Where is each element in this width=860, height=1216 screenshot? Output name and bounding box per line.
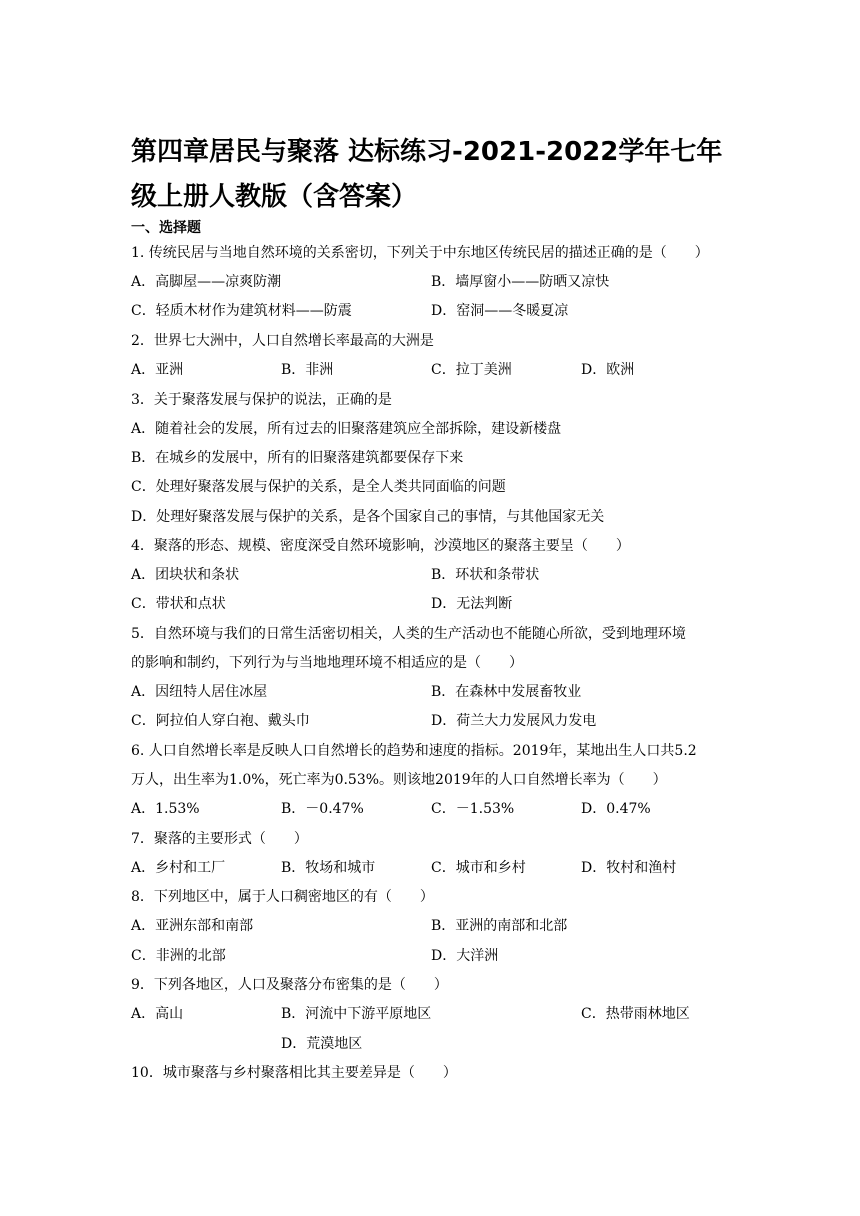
question-2-options	[131, 357, 741, 383]
option-b[interactable]: B．墙厚窗小——防晒又凉快	[431, 274, 610, 290]
question-8-options-row-1	[131, 913, 741, 939]
option-b[interactable]: B．非洲	[281, 362, 334, 378]
question-9-options-row-2	[131, 1031, 741, 1057]
option-a[interactable]: A．1.53%	[131, 801, 200, 817]
question-6-stem-line-2: 万人，出生率为1.0%，死亡率为0.53%。则该地2019年的人口自然增长率为（ ）	[131, 772, 667, 788]
option-d[interactable]: D．窑洞——冬暖夏凉	[431, 303, 569, 319]
option-d[interactable]: D．荷兰大力发展风力发电	[431, 713, 597, 729]
question-6-stem-line-1: 6. 人口自然增长率是反映人口自然增长的趋势和速度的指标。2019年，某地出生人口共5.2	[131, 743, 697, 759]
option-c[interactable]: C．城市和乡村	[431, 860, 526, 876]
option-d[interactable]: D．无法判断	[431, 596, 513, 612]
question-9-options-row-1	[131, 1001, 741, 1027]
document-title: 第四章居民与聚落 达标练习-2021-2022学年七年级上册人教版（含答案）	[131, 137, 723, 212]
option-d[interactable]: D．牧村和渔村	[581, 860, 677, 876]
question-4-options-row-1	[131, 562, 741, 588]
question-1-options-row-2	[131, 298, 741, 324]
option-c[interactable]: C．处理好聚落发展与保护的关系，是全人类共同面临的问题	[131, 479, 506, 495]
option-b[interactable]: B．河流中下游平原地区	[281, 1006, 432, 1022]
option-d[interactable]: D．大洋洲	[431, 948, 499, 964]
option-d[interactable]: D．荒漠地区	[281, 1036, 363, 1052]
question-5-options-row-1	[131, 679, 741, 705]
question-9-stem: 9．下列各地区，人口及聚落分布密集的是（ ）	[131, 977, 448, 993]
option-b[interactable]: B．牧场和城市	[281, 860, 376, 876]
question-5-stem-line-1: 5．自然环境与我们的日常生活密切相关，人类的生产活动也不能随心所欲，受到地理环境	[131, 626, 686, 642]
question-2-stem: 2．世界七大洲中，人口自然增长率最高的大洲是	[131, 333, 434, 349]
question-4-options-row-2	[131, 591, 741, 617]
option-a[interactable]: A．亚洲	[131, 362, 184, 378]
section-heading: 一、选择题	[131, 220, 201, 236]
option-b[interactable]: B．－0.47%	[281, 801, 364, 817]
option-c[interactable]: C．非洲的北部	[131, 948, 226, 964]
question-1-stem: 1. 传统民居与当地自然环境的关系密切，下列关于中东地区传统民居的描述正确的是（ ）	[131, 245, 709, 261]
question-8-stem: 8．下列地区中，属于人口稠密地区的有（ ）	[131, 889, 434, 905]
option-c[interactable]: C．热带雨林地区	[581, 1006, 690, 1022]
question-1-options-row-1	[131, 269, 741, 295]
option-d[interactable]: D．处理好聚落发展与保护的关系，是各个国家自己的事情，与其他国家无关	[131, 509, 605, 525]
question-5-stem-line-2: 的影响和制约，下列行为与当地地理环境不相适应的是（ ）	[131, 655, 523, 671]
question-8-options-row-2	[131, 943, 741, 969]
option-b[interactable]: B．在城乡的发展中，所有的旧聚落建筑都要保存下来	[131, 450, 464, 466]
option-b[interactable]: B．亚洲的南部和北部	[431, 918, 568, 934]
option-a[interactable]: A．高脚屋——凉爽防潮	[131, 274, 282, 290]
question-10-stem: 10．城市聚落与乡村聚落相比其主要差异是（ ）	[131, 1065, 457, 1081]
option-d[interactable]: D．欧洲	[581, 362, 635, 378]
question-6-options	[131, 796, 741, 822]
question-3-stem: 3．关于聚落发展与保护的说法，正确的是	[131, 392, 392, 408]
option-a[interactable]: A．随着社会的发展，所有过去的旧聚落建筑应全部拆除，建设新楼盘	[131, 421, 562, 437]
question-5-options-row-2	[131, 708, 741, 734]
option-c[interactable]: C．阿拉伯人穿白袍、戴头巾	[131, 713, 310, 729]
option-a[interactable]: A．亚洲东部和南部	[131, 918, 254, 934]
option-b[interactable]: B．在森林中发展畜牧业	[431, 684, 582, 700]
question-4-stem: 4．聚落的形态、规模、密度深受自然环境影响，沙漠地区的聚落主要呈（ ）	[131, 538, 630, 554]
option-c[interactable]: C．轻质木材作为建筑材料——防震	[131, 303, 352, 319]
option-a[interactable]: A．高山	[131, 1006, 184, 1022]
option-a[interactable]: A．因纽特人居住冰屋	[131, 684, 268, 700]
option-a[interactable]: A．乡村和工厂	[131, 860, 226, 876]
option-a[interactable]: A．团块状和条状	[131, 567, 240, 583]
option-c[interactable]: C．－1.53%	[431, 801, 515, 817]
option-c[interactable]: C．拉丁美洲	[431, 362, 512, 378]
option-d[interactable]: D．0.47%	[581, 801, 651, 817]
question-7-options	[131, 855, 741, 881]
option-b[interactable]: B．环状和条带状	[431, 567, 540, 583]
option-c[interactable]: C．带状和点状	[131, 596, 226, 612]
question-7-stem: 7．聚落的主要形式（ ）	[131, 831, 308, 847]
